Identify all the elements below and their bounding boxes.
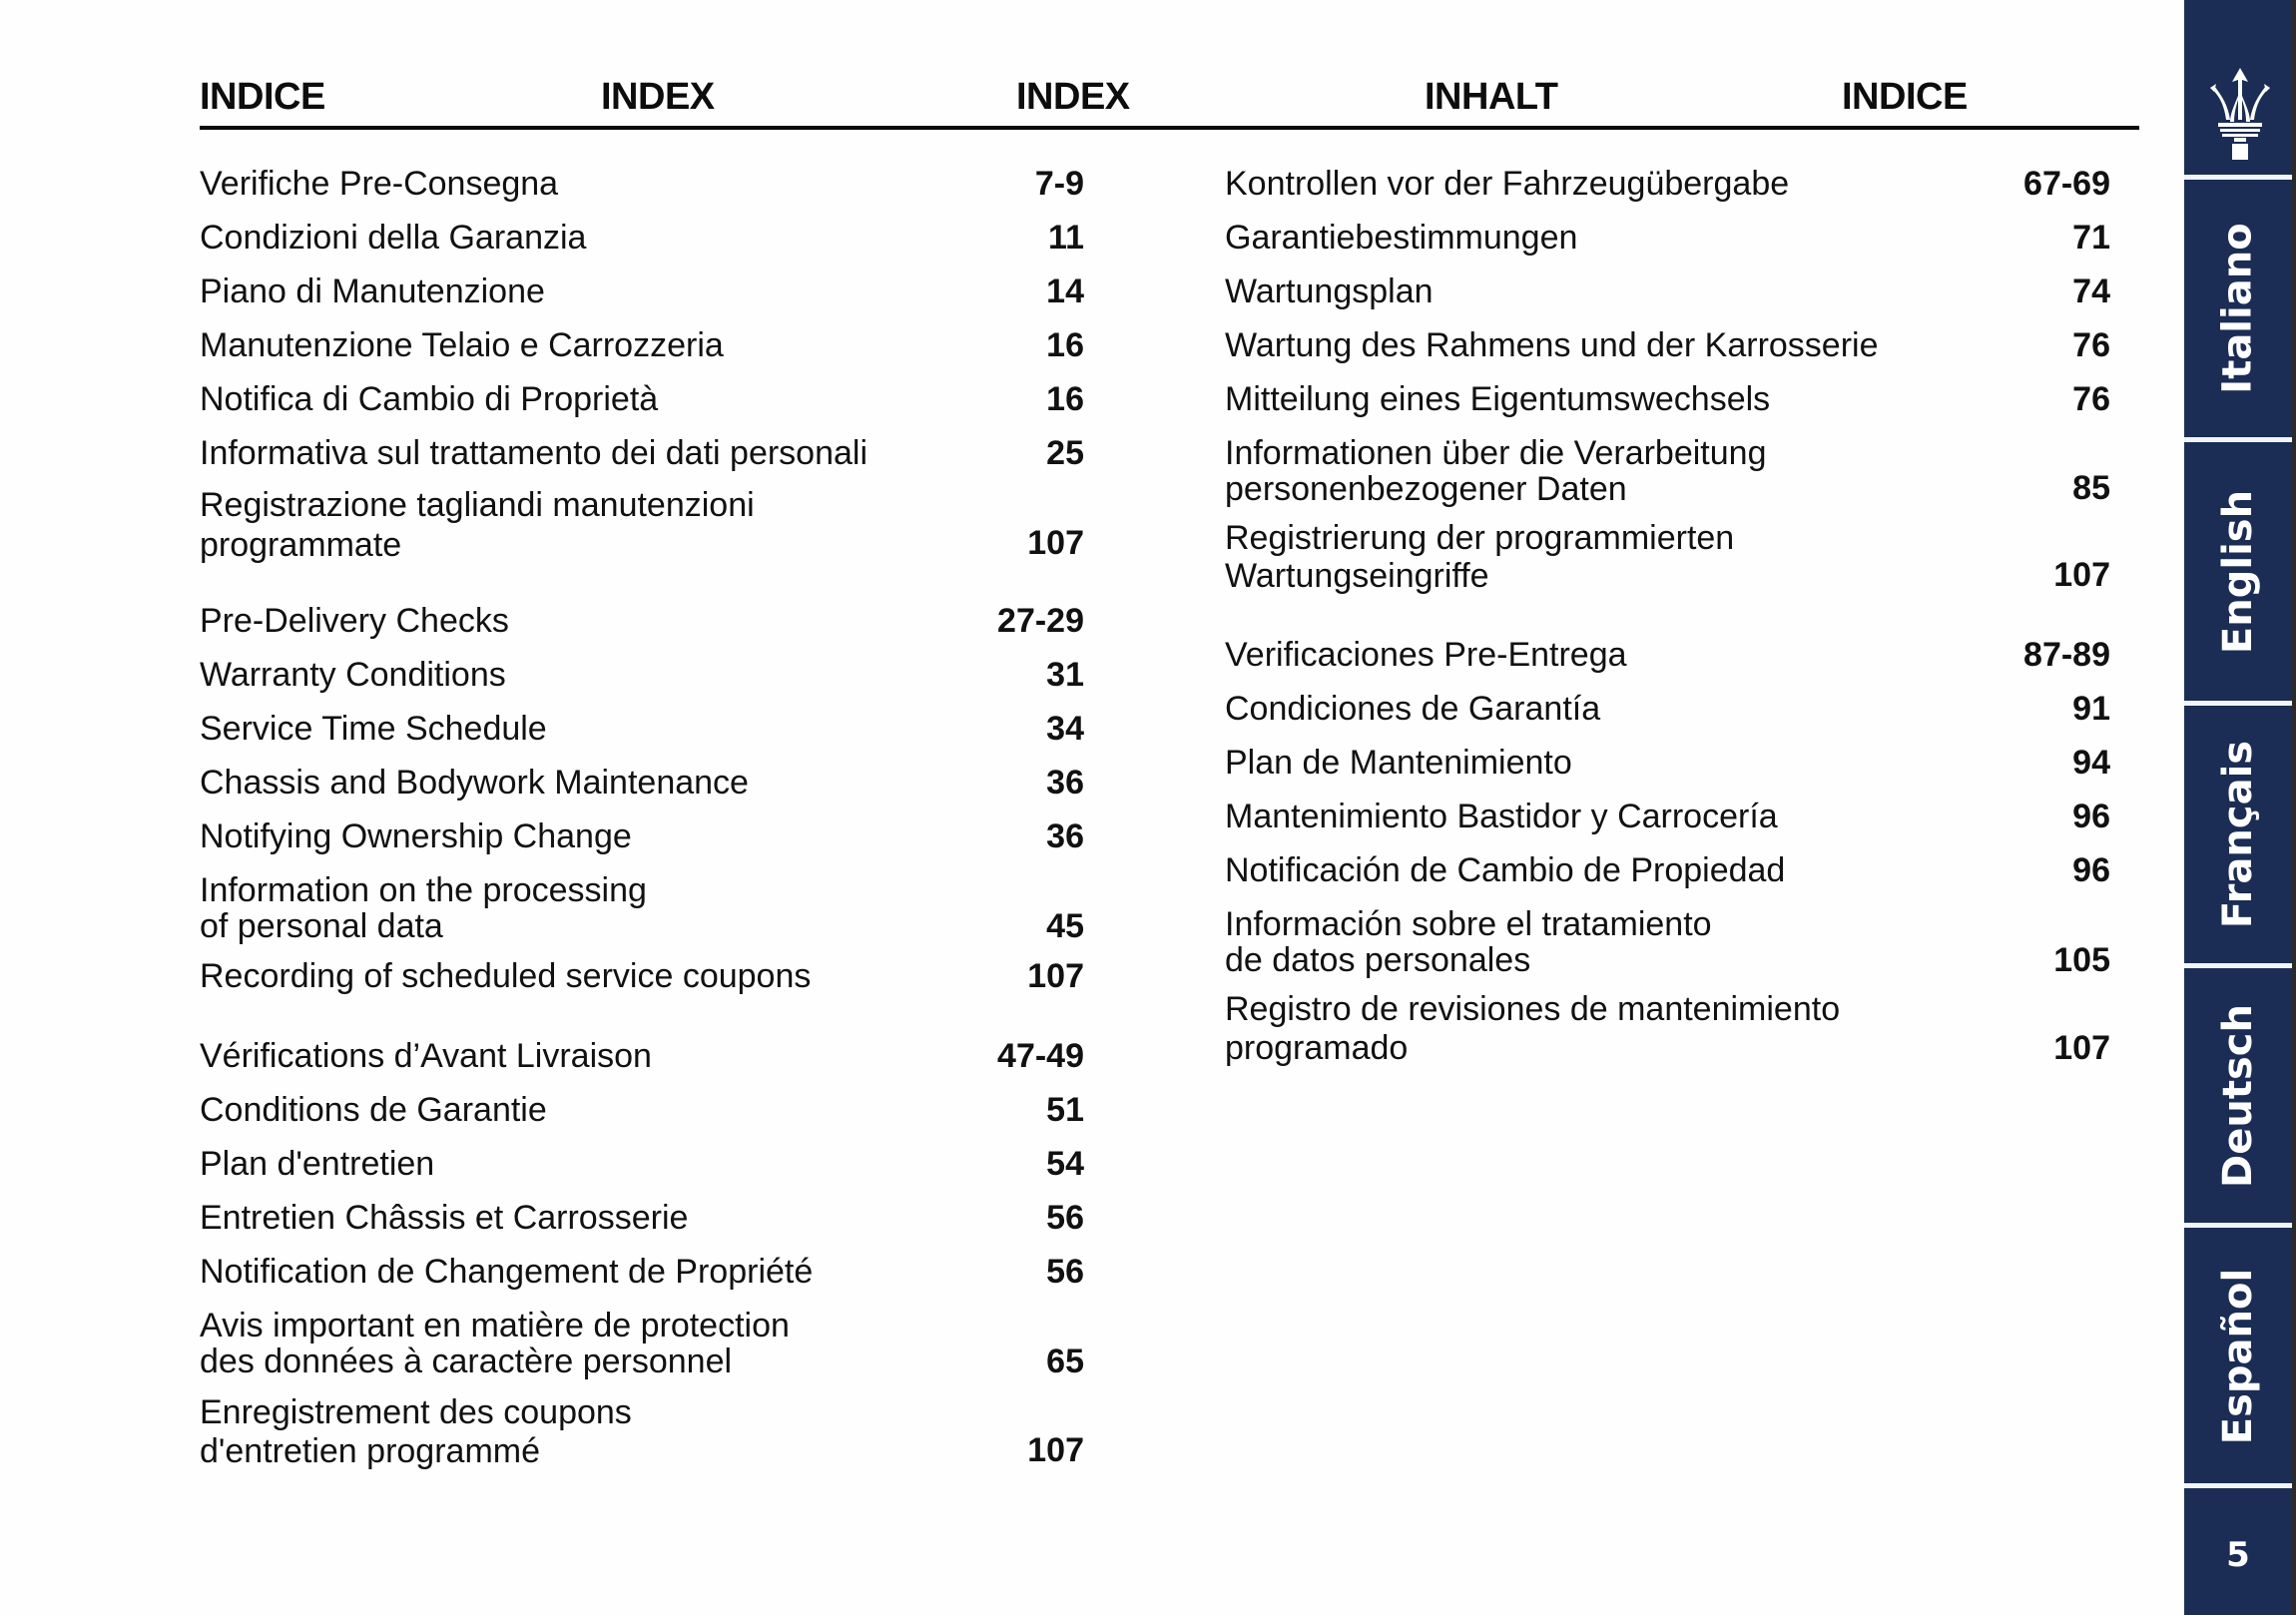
toc-page-fr-2: 54 (1046, 1145, 1084, 1183)
toc-page-de-4: 76 (2072, 380, 2110, 418)
toc-page-es-4: 96 (2072, 851, 2110, 889)
tab-label-espanol: Español (2215, 1268, 2261, 1445)
toc-entry-es-5[interactable]: Información sobre el tratamiento de datos personales (1225, 905, 1712, 979)
toc-entry-de-2[interactable]: Wartungsplan (1225, 272, 1434, 310)
toc-page-en-5: 45 (1046, 907, 1084, 945)
toc-entry-fr-2[interactable]: Plan d'entretien (200, 1145, 435, 1183)
toc-page-en-0: 27-29 (997, 602, 1084, 640)
toc-page-de-2: 74 (2072, 272, 2110, 310)
language-tab-bar (2184, 0, 2292, 1615)
toc-entry-fr-6[interactable]: Enregistrement des coupons d'entretien programmé (200, 1393, 632, 1470)
toc-page-de-3: 76 (2072, 326, 2110, 364)
toc-page-it-5: 25 (1046, 434, 1084, 472)
toc-entry-de-3[interactable]: Wartung des Rahmens und der Karrosserie (1225, 326, 1879, 364)
toc-entry-es-6[interactable]: Registro de revisiones de mantenimiento programado (1225, 990, 1841, 1067)
toc-entry-fr-4[interactable]: Notification de Changement de Propriété (200, 1253, 814, 1291)
toc-page-es-2: 94 (2072, 744, 2110, 782)
tab-label-italiano: Italiano (2215, 223, 2261, 394)
tab-deutsch[interactable] (2184, 968, 2292, 1223)
page-edge (2292, 0, 2296, 1615)
toc-entry-fr-1[interactable]: Conditions de Garantie (200, 1091, 547, 1129)
toc-entry-it-0[interactable]: Verifiche Pre-Consegna (200, 165, 559, 203)
header-indice-es: INDICE (1842, 76, 1968, 118)
maserati-trident-icon (2208, 66, 2272, 162)
toc-entry-en-3[interactable]: Chassis and Bodywork Maintenance (200, 764, 749, 802)
tab-francais[interactable] (2184, 706, 2292, 963)
tab-english[interactable] (2184, 442, 2292, 701)
toc-page-it-4: 16 (1046, 380, 1084, 418)
page-number: 5 (2226, 1535, 2250, 1575)
toc-page-it-6: 107 (1027, 524, 1084, 562)
toc-entry-it-1[interactable]: Condizioni della Garanzia (200, 219, 587, 257)
toc-page-de-5: 85 (2072, 469, 2110, 507)
tab-label-english: English (2215, 489, 2262, 654)
toc-page-it-1: 11 (1048, 219, 1084, 257)
tab-label-francais: Français (2215, 740, 2261, 929)
tab-italiano[interactable] (2184, 180, 2292, 437)
toc-entry-en-4[interactable]: Notifying Ownership Change (200, 817, 632, 855)
toc-entry-es-4[interactable]: Notificación de Cambio de Propiedad (1225, 851, 1786, 889)
toc-page-fr-1: 51 (1046, 1091, 1084, 1129)
toc-page-es-6: 107 (2053, 1029, 2110, 1067)
toc-page-de-1: 71 (2072, 219, 2110, 257)
tab-label-deutsch: Deutsch (2215, 1003, 2261, 1188)
toc-page-fr-4: 56 (1046, 1253, 1084, 1291)
toc-page-fr-6: 107 (1027, 1431, 1084, 1469)
toc-page-it-2: 14 (1046, 272, 1084, 310)
toc-entry-es-3[interactable]: Mantenimiento Bastidor y Carrocería (1225, 798, 1778, 835)
header-index-fr: INDEX (1016, 76, 1130, 118)
tab-divider (2184, 1483, 2292, 1488)
toc-page-it-0: 7-9 (1034, 165, 1084, 203)
toc-page-en-1: 31 (1046, 656, 1084, 694)
toc-entry-it-6[interactable]: Registrazione tagliandi manutenzioni programmate (200, 486, 755, 564)
toc-entry-fr-5[interactable]: Avis important en matière de protection des données à caractère personnel (200, 1307, 790, 1380)
toc-entry-en-5[interactable]: Information on the processing of personal data (200, 871, 647, 945)
toc-entry-de-4[interactable]: Mitteilung eines Eigentumswechsels (1225, 380, 1771, 418)
tab-espanol[interactable] (2184, 1228, 2292, 1485)
toc-page-es-3: 96 (2072, 798, 2110, 835)
toc-page-es-1: 91 (2072, 690, 2110, 728)
toc-page-it-3: 16 (1046, 326, 1084, 364)
toc-page-fr-3: 56 (1046, 1199, 1084, 1237)
toc-entry-de-1[interactable]: Garantiebestimmungen (1225, 219, 1578, 257)
toc-page-de-0: 67-69 (2023, 165, 2110, 203)
toc-entry-fr-0[interactable]: Vérifications d’Avant Livraison (200, 1037, 652, 1075)
toc-entry-fr-3[interactable]: Entretien Châssis et Carrosserie (200, 1199, 689, 1237)
toc-page-en-3: 36 (1046, 764, 1084, 802)
toc-entry-it-3[interactable]: Manutenzione Telaio e Carrozzeria (200, 326, 724, 364)
toc-entry-de-6[interactable]: Registrierung der programmierten Wartungseingriffe (1225, 519, 1735, 595)
toc-page-en-4: 36 (1046, 817, 1084, 855)
header-indice-it: INDICE (200, 76, 325, 118)
toc-entry-it-4[interactable]: Notifica di Cambio di Proprietà (200, 380, 659, 418)
toc-entry-de-0[interactable]: Kontrollen vor der Fahrzeugübergabe (1225, 165, 1790, 203)
toc-page-es-5: 105 (2053, 941, 2110, 979)
toc-entry-en-6[interactable]: Recording of scheduled service coupons (200, 957, 812, 995)
toc-page-fr-5: 65 (1046, 1343, 1084, 1380)
toc-entry-it-5[interactable]: Informativa sul trattamento dei dati personali (200, 434, 868, 472)
header-rule (200, 126, 2139, 130)
toc-entry-it-2[interactable]: Piano di Manutenzione (200, 272, 545, 310)
toc-page-en-6: 107 (1027, 957, 1084, 995)
toc-entry-en-1[interactable]: Warranty Conditions (200, 656, 506, 694)
toc-page-fr-0: 47-49 (997, 1037, 1084, 1075)
toc-entry-es-0[interactable]: Verificaciones Pre-Entrega (1225, 636, 1627, 674)
toc-entry-en-0[interactable]: Pre-Delivery Checks (200, 602, 509, 640)
header-inhalt-de: INHALT (1425, 76, 1558, 118)
toc-entry-en-2[interactable]: Service Time Schedule (200, 710, 547, 748)
header-index-en: INDEX (601, 76, 715, 118)
toc-page-de-6: 107 (2053, 556, 2110, 594)
toc-entry-es-2[interactable]: Plan de Mantenimiento (1225, 744, 1572, 782)
toc-entry-es-1[interactable]: Condiciones de Garantía (1225, 690, 1601, 728)
toc-page-en-2: 34 (1046, 710, 1084, 748)
toc-entry-de-5[interactable]: Informationen über die Verarbeitung personenbezogener Daten (1225, 434, 1767, 508)
toc-page-es-0: 87-89 (2023, 636, 2110, 674)
